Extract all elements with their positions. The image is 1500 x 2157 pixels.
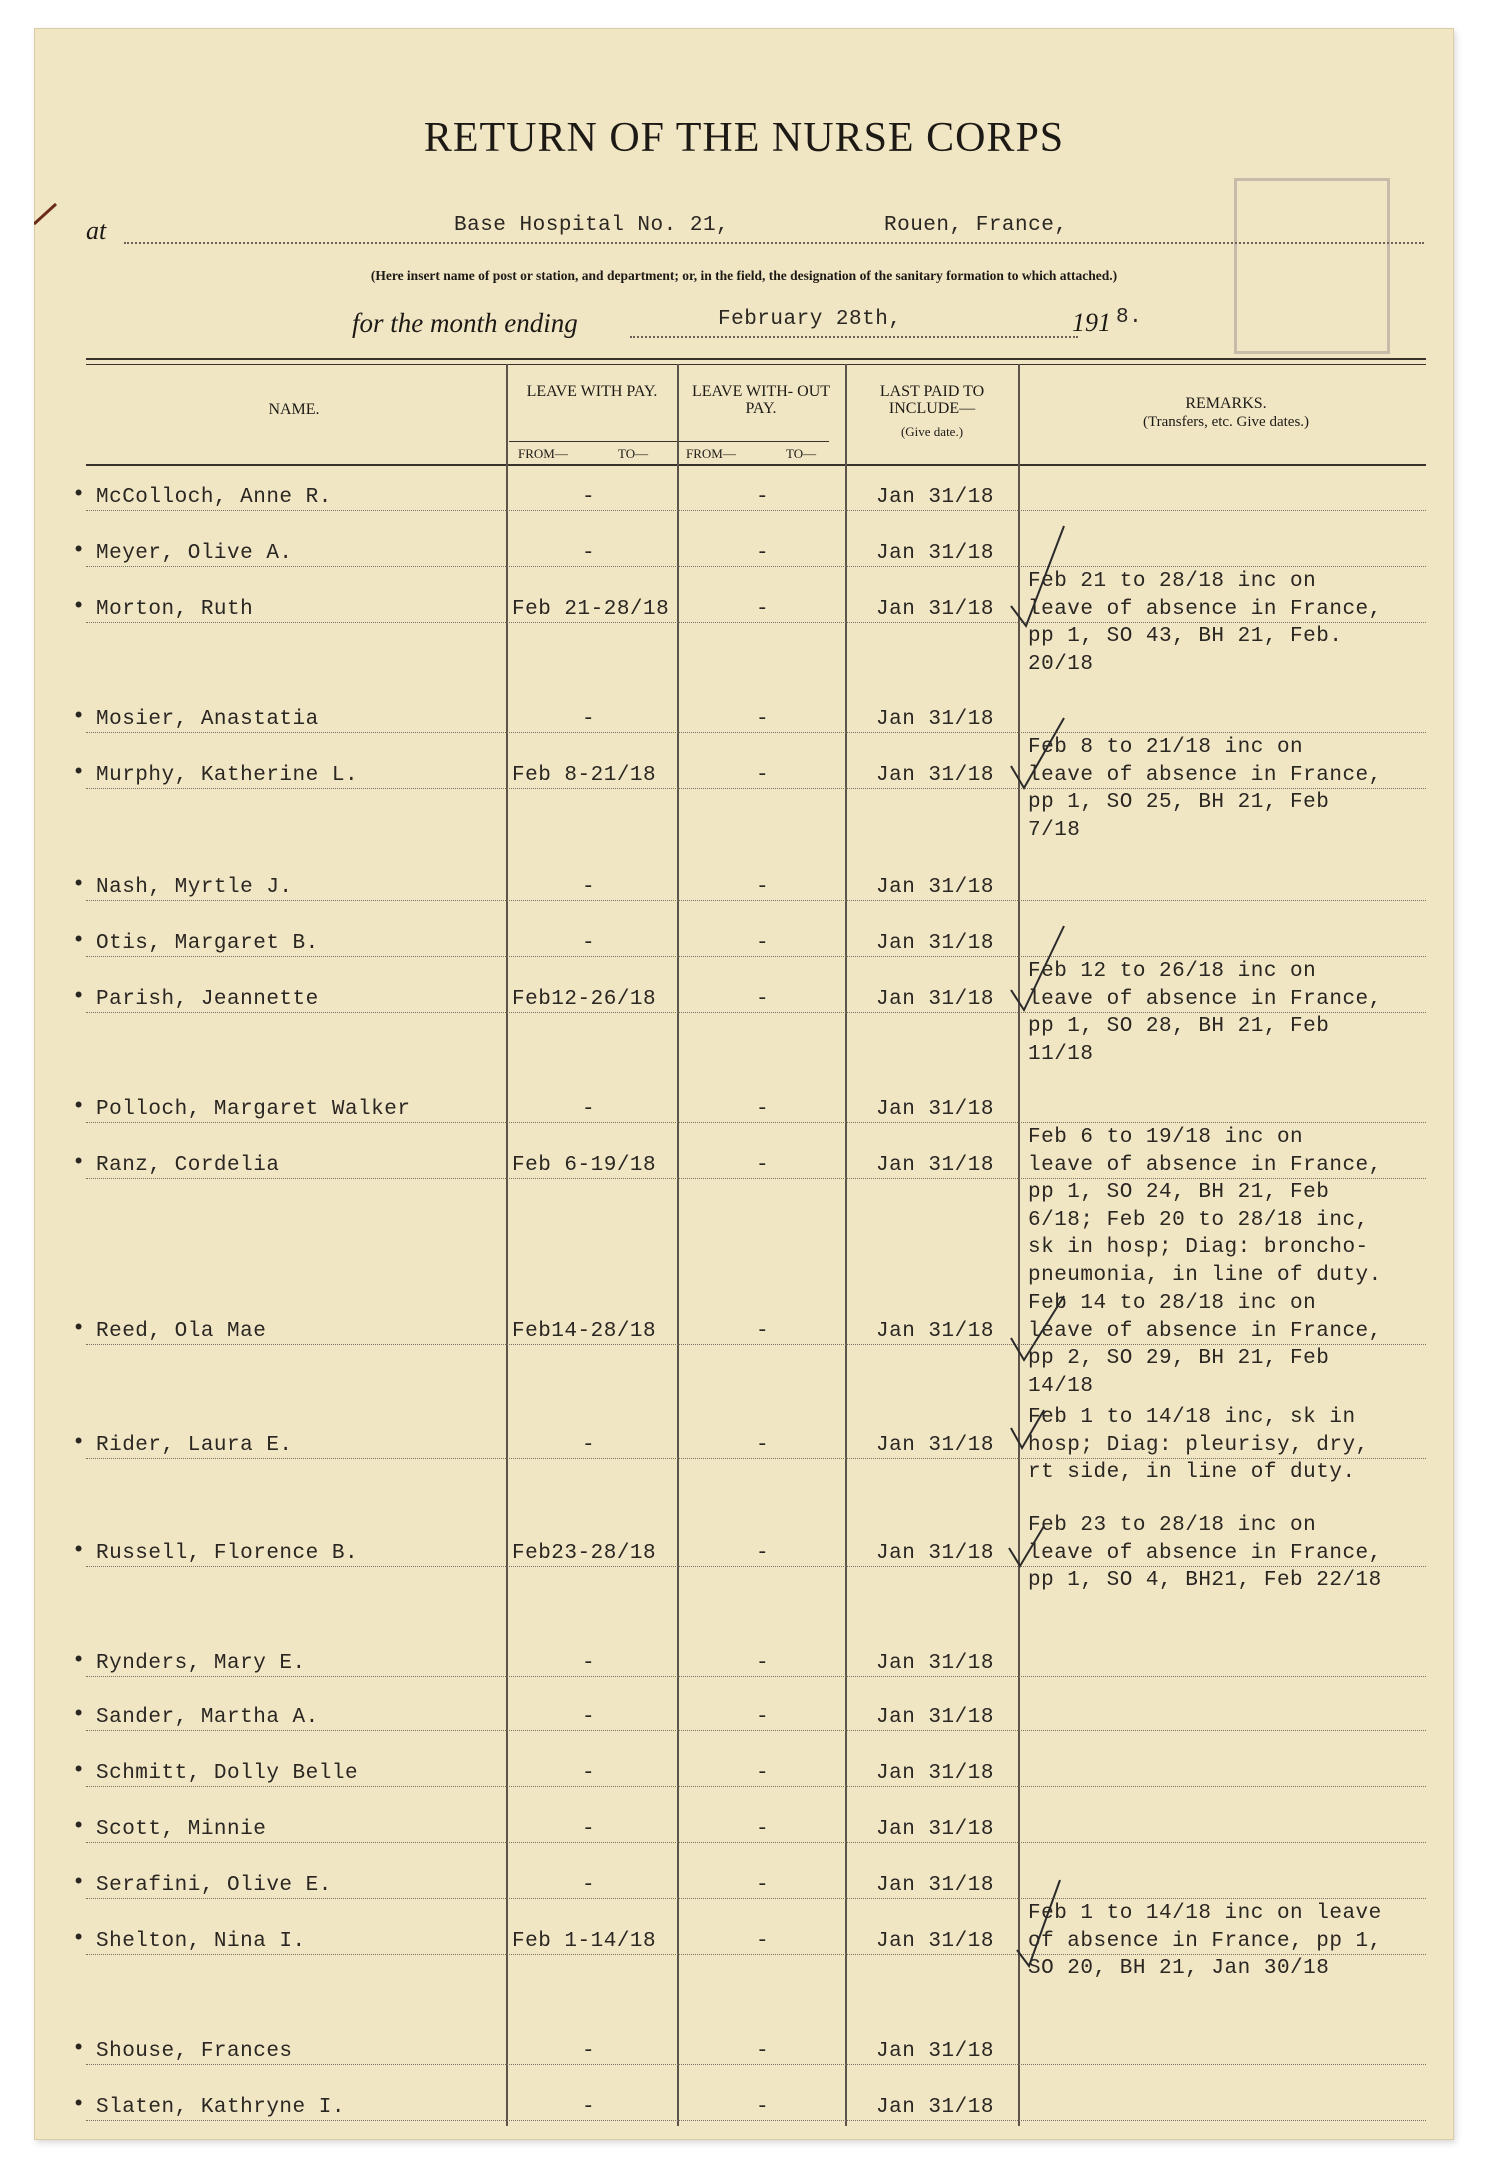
- remarks-line: 6/18; Feb 20 to 28/18 inc,: [1028, 1208, 1369, 1232]
- check-mark: [1011, 526, 1064, 626]
- row-bullet-mark: •: [72, 760, 86, 785]
- last-paid-date: Jan 31/18: [876, 1098, 994, 1121]
- nurse-name: Schmitt, Dolly Belle: [96, 1762, 359, 1785]
- leave-with-pay: -: [582, 1706, 596, 1729]
- nurse-name: Rynders, Mary E.: [96, 1652, 306, 1675]
- last-paid-date: Jan 31/18: [876, 708, 994, 731]
- last-paid-date: Jan 31/18: [876, 598, 994, 621]
- remarks-line: pneumonia, in line of duty.: [1028, 1263, 1382, 1287]
- leave-without-pay: -: [756, 1706, 770, 1729]
- row-bullet-mark: •: [72, 594, 86, 619]
- leave-without-pay: -: [756, 988, 770, 1011]
- leave-with-pay: -: [582, 1762, 596, 1785]
- leave-without-pay: -: [756, 2040, 770, 2063]
- header-name: NAME.: [268, 401, 320, 418]
- header-with-pay-to: TO—: [618, 446, 649, 461]
- leave-with-pay: -: [582, 2040, 596, 2063]
- leave-without-pay: -: [756, 486, 770, 509]
- nurse-name: Reed, Ola Mae: [96, 1320, 267, 1343]
- leave-with-pay: Feb 21-28/18: [512, 598, 670, 621]
- nurse-name: Parish, Jeannette: [96, 988, 319, 1011]
- row-bullet-mark: •: [72, 1758, 86, 1783]
- nurse-name: Russell, Florence B.: [96, 1542, 359, 1565]
- remarks-line: Feb 14 to 28/18 inc on: [1028, 1292, 1317, 1315]
- row-bullet-mark: •: [72, 1870, 86, 1895]
- nurse-name: Slaten, Kathryne I.: [96, 2096, 345, 2119]
- check-mark: [1011, 926, 1064, 1010]
- leave-with-pay: -: [582, 1818, 596, 1841]
- remarks-line: 11/18: [1028, 1042, 1094, 1066]
- last-paid-date: Jan 31/18: [876, 2096, 994, 2119]
- leave-with-pay: Feb 8-21/18: [512, 764, 657, 787]
- remarks-line: of absence in France, pp 1,: [1028, 1929, 1382, 1953]
- nurse-name: Otis, Margaret B.: [96, 932, 319, 955]
- leave-with-pay: Feb12-26/18: [512, 988, 657, 1011]
- last-paid-date: Jan 31/18: [876, 876, 994, 899]
- nurse-name: Scott, Minnie: [96, 1818, 267, 1841]
- leave-with-pay: -: [582, 1652, 596, 1675]
- leave-without-pay: -: [756, 1542, 770, 1565]
- leave-without-pay: -: [756, 764, 770, 787]
- leave-with-pay: -: [582, 708, 596, 731]
- header-last-paid: LAST PAID TO INCLUDE—: [879, 383, 985, 417]
- nurse-name: Ranz, Cordelia: [96, 1154, 280, 1177]
- document-page: [34, 28, 1454, 2140]
- leave-with-pay: Feb14-28/18: [512, 1320, 657, 1343]
- row-bullet-mark: •: [72, 1538, 86, 1563]
- station-value: Base Hospital No. 21,: [454, 214, 730, 237]
- remarks-line: 14/18: [1028, 1374, 1094, 1398]
- month-label: for the month ending: [352, 308, 578, 338]
- nurse-name: Shelton, Nina I.: [96, 1930, 306, 1953]
- leave-without-pay: -: [756, 1320, 770, 1343]
- at-label: at: [86, 216, 107, 245]
- page-title: RETURN OF THE NURSE CORPS: [423, 115, 1065, 161]
- row-bullet-mark: •: [72, 1430, 86, 1455]
- leave-without-pay: -: [756, 876, 770, 899]
- remarks-line: Feb 21 to 28/18 inc on: [1028, 570, 1317, 593]
- last-paid-date: Jan 31/18: [876, 1320, 994, 1343]
- nurse-name: Rider, Laura E.: [96, 1434, 293, 1457]
- last-paid-date: Jan 31/18: [876, 932, 994, 955]
- leave-without-pay: -: [756, 1930, 770, 1953]
- remarks-line: pp 1, SO 25, BH 21, Feb: [1028, 791, 1330, 814]
- check-mark: [1017, 1880, 1060, 1966]
- header-remarks-note: (Transfers, etc. Give dates.): [1142, 414, 1310, 430]
- leave-without-pay: -: [756, 1762, 770, 1785]
- leave-with-pay: Feb23-28/18: [512, 1542, 657, 1565]
- remarks-line: Feb 8 to 21/18 inc on: [1028, 736, 1304, 759]
- last-paid-date: Jan 31/18: [876, 764, 994, 787]
- remarks-line: leave of absence in France,: [1028, 1153, 1382, 1177]
- remarks-line: leave of absence in France,: [1028, 1319, 1382, 1343]
- last-paid-date: Jan 31/18: [876, 1434, 994, 1457]
- nurse-name: Mosier, Anastatia: [96, 708, 319, 731]
- leave-without-pay: -: [756, 1818, 770, 1841]
- nurse-name: Serafini, Olive E.: [96, 1874, 332, 1897]
- leave-without-pay: -: [756, 932, 770, 955]
- header-leave-without-pay: LEAVE WITH- OUT PAY.: [691, 383, 831, 417]
- last-paid-date: Jan 31/18: [876, 542, 994, 565]
- nurse-name: Nash, Myrtle J.: [96, 876, 293, 899]
- last-paid-date: Jan 31/18: [876, 1818, 994, 1841]
- remarks-line: pp 1, SO 28, BH 21, Feb: [1028, 1015, 1330, 1038]
- nurse-name: Morton, Ruth: [96, 598, 254, 621]
- remarks-line: Feb 1 to 14/18 inc, sk in: [1028, 1406, 1356, 1429]
- last-paid-date: Jan 31/18: [876, 1652, 994, 1675]
- last-paid-date: Jan 31/18: [876, 1706, 994, 1729]
- leave-without-pay: -: [756, 1434, 770, 1457]
- check-mark: [1009, 1526, 1044, 1566]
- header-without-pay-from: FROM—: [686, 446, 736, 461]
- leave-without-pay: -: [756, 2096, 770, 2119]
- year-prefix: 191: [1072, 308, 1111, 337]
- remarks-line: Feb 12 to 26/18 inc on: [1028, 960, 1317, 983]
- leave-with-pay: Feb 1-14/18: [512, 1930, 657, 1953]
- last-paid-date: Jan 31/18: [876, 1930, 994, 1953]
- row-bullet-mark: •: [72, 872, 86, 897]
- row-bullet-mark: •: [72, 1094, 86, 1119]
- remarks-line: leave of absence in France,: [1028, 1541, 1382, 1565]
- station-instruction-note: (Here insert name of post or station, and department; or, in the field, the designation of the sanitary formation to which attached.): [370, 268, 1118, 283]
- nurse-name: Sander, Martha A.: [96, 1706, 319, 1729]
- remarks-line: pp 2, SO 29, BH 21, Feb: [1028, 1347, 1330, 1370]
- leave-without-pay: -: [756, 598, 770, 621]
- header-last-paid-note: (Give date.): [900, 424, 964, 439]
- row-bullet-mark: •: [72, 1150, 86, 1175]
- leave-with-pay: -: [582, 486, 596, 509]
- remarks-line: leave of absence in France,: [1028, 597, 1382, 621]
- header-leave-with-pay: LEAVE WITH PAY.: [526, 383, 658, 400]
- leave-with-pay: -: [582, 1874, 596, 1897]
- nurse-name: McColloch, Anne R.: [96, 486, 332, 509]
- remarks-line: 20/18: [1028, 652, 1094, 676]
- leave-with-pay: -: [582, 2096, 596, 2119]
- check-mark: [1011, 718, 1064, 788]
- row-bullet-mark: •: [72, 1814, 86, 1839]
- row-bullet-mark: •: [72, 984, 86, 1009]
- leave-with-pay: Feb 6-19/18: [512, 1154, 657, 1177]
- leave-with-pay: -: [582, 1098, 596, 1121]
- row-bullet-mark: •: [72, 482, 86, 507]
- leave-with-pay: -: [582, 932, 596, 955]
- nurse-name: Meyer, Olive A.: [96, 542, 293, 565]
- leave-without-pay: -: [756, 1154, 770, 1177]
- remarks-line: Feb 6 to 19/18 inc on: [1028, 1126, 1304, 1149]
- last-paid-date: Jan 31/18: [876, 2040, 994, 2063]
- leave-without-pay: -: [756, 1874, 770, 1897]
- remarks-line: pp 1, SO 24, BH 21, Feb: [1028, 1181, 1330, 1204]
- check-mark: [1011, 1410, 1044, 1448]
- row-bullet-mark: •: [72, 704, 86, 729]
- remarks-line: pp 1, SO 4, BH21, Feb 22/18: [1028, 1569, 1382, 1592]
- leave-with-pay: -: [582, 542, 596, 565]
- leave-without-pay: -: [756, 542, 770, 565]
- remarks-line: SO 20, BH 21, Jan 30/18: [1028, 1957, 1330, 1980]
- leave-with-pay: -: [582, 1434, 596, 1457]
- row-bullet-mark: •: [72, 2092, 86, 2117]
- header-remarks: REMARKS.: [1185, 395, 1267, 412]
- row-bullet-mark: •: [72, 1316, 86, 1341]
- row-bullet-mark: •: [72, 1702, 86, 1727]
- month-value: February 28th,: [718, 308, 902, 331]
- row-bullet-mark: •: [72, 1648, 86, 1673]
- remarks-line: leave of absence in France,: [1028, 763, 1382, 787]
- remarks-line: hosp; Diag: pleurisy, dry,: [1028, 1433, 1369, 1457]
- location-value: Rouen, France,: [884, 214, 1068, 237]
- remarks-line: pp 1, SO 43, BH 21, Feb.: [1028, 625, 1343, 648]
- row-bullet-mark: •: [72, 1926, 86, 1951]
- nurse-name: Polloch, Margaret Walker: [96, 1098, 411, 1121]
- last-paid-date: Jan 31/18: [876, 1154, 994, 1177]
- nurse-name: Shouse, Frances: [96, 2040, 293, 2063]
- remarks-line: Feb 1 to 14/18 inc on leave: [1028, 1902, 1382, 1925]
- margin-mark: [34, 204, 56, 224]
- remarks-line: 7/18: [1028, 818, 1081, 842]
- last-paid-date: Jan 31/18: [876, 1874, 994, 1897]
- leave-without-pay: -: [756, 708, 770, 731]
- remarks-line: Feb 23 to 28/18 inc on: [1028, 1514, 1317, 1537]
- check-marks-layer: [34, 28, 1454, 2140]
- remarks-line: leave of absence in France,: [1028, 987, 1382, 1011]
- year-suffix: 8.: [1116, 306, 1143, 329]
- last-paid-date: Jan 31/18: [876, 486, 994, 509]
- header-without-pay-to: TO—: [786, 446, 817, 461]
- check-mark: [1011, 1296, 1064, 1360]
- nurse-name: Murphy, Katherine L.: [96, 764, 359, 787]
- header-with-pay-from: FROM—: [518, 446, 568, 461]
- remarks-line: sk in hosp; Diag: broncho-: [1028, 1236, 1369, 1259]
- leave-without-pay: -: [756, 1652, 770, 1675]
- last-paid-date: Jan 31/18: [876, 1762, 994, 1785]
- last-paid-date: Jan 31/18: [876, 988, 994, 1011]
- leave-with-pay: -: [582, 876, 596, 899]
- leave-without-pay: -: [756, 1098, 770, 1121]
- row-bullet-mark: •: [72, 538, 86, 563]
- remarks-line: rt side, in line of duty.: [1028, 1461, 1356, 1484]
- row-bullet-mark: •: [72, 928, 86, 953]
- last-paid-date: Jan 31/18: [876, 1542, 994, 1565]
- row-bullet-mark: •: [72, 2036, 86, 2061]
